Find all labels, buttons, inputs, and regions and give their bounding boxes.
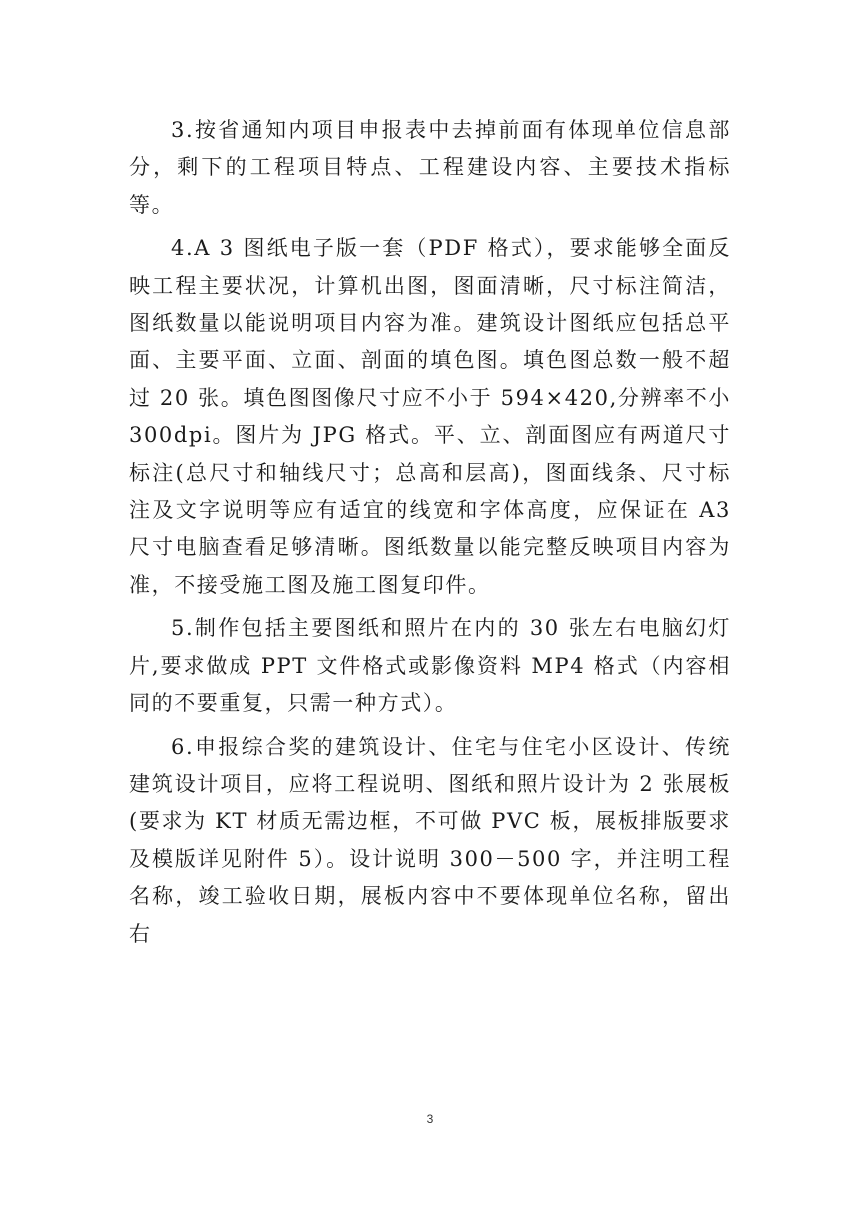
paragraph-item-5: 5.制作包括主要图纸和照片在内的 30 张左右电脑幻灯片,要求做成 PPT 文件格式或影像资料 MP4 格式（内容相同的不要重复，只需一种方式）。 <box>129 616 731 716</box>
paragraph-item-3: 3.按省通知内项目申报表中去掉前面有体现单位信息部分，剩下的工程项目特点、工程建设内容、主要技术指标等。 <box>129 118 731 217</box>
paragraph-item-4: 4.A 3 图纸电子版一套（PDF 格式），要求能够全面反映工程主要状况，计算机出图，图面清晰，尺寸标注简洁，图纸数量以能说明项目内容为准。建筑设计图纸应包括总平面、主要平面、立面、剖面的填色图。填色图总数一般不超过 20 张。填色图图像尺寸应不小于 594×420,分辨率不小 300dpi。图片为 JPG 格式。平、立、剖面图应有两道尺寸标注(总尺寸和轴线尺寸；总高和层高)，图面线条、尺寸标注及文字说明等应有适宜的线宽和字体高度，应保证在 A3 尺寸电脑查看足够清晰。图纸数量以能完整反映项目内容为准，不接受施工图及施工图复印件。 <box>129 236 731 597</box>
body-text <box>129 112 731 959</box>
page-number: 3 <box>426 1112 434 1126</box>
paragraph-item-6: 6.申报综合奖的建筑设计、住宅与住宅小区设计、传统建筑设计项目，应将工程说明、图纸和照片设计为 2 张展板(要求为 KT 材质无需边框，不可做 PVC 板，展板排版要求及模版详见附件 5）。设计说明 300－500 字，并注明工程名称，竣工验收日期，展板内容中不要体现单位名称，留出右 <box>129 734 731 946</box>
